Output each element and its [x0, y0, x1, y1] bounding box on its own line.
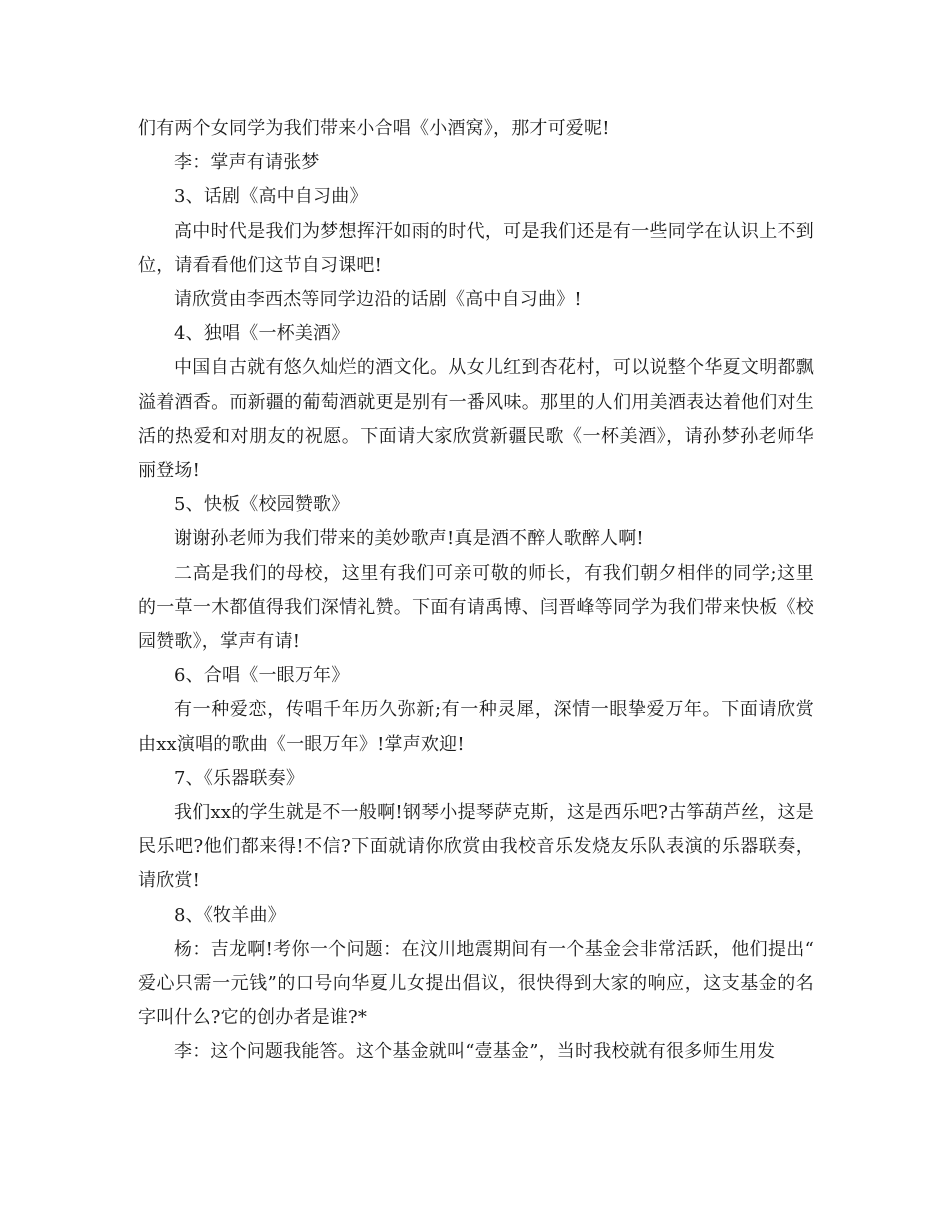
section-heading: 4、独唱《一杯美酒》: [174, 323, 350, 345]
paragraph: 谢谢孙老师为我们带来的美妙歌声!真是酒不醉人歌醉人啊!: [174, 528, 644, 550]
section-heading: 8、《牧羊曲》: [174, 904, 286, 926]
paragraph: 有一种爱恋，传唱千年历久弥新;有一种灵犀，深情一眼挚爱万年。下面请欣赏由xx演唱的歌曲《一眼万年》!掌声欢迎!: [138, 699, 814, 755]
paragraph: 高中时代是我们为梦想挥汗如雨的时代，可是我们还是有一些同学在认识上不到位，请看看他们这节自习课吧!: [138, 220, 814, 276]
paragraph: 我们xx的学生就是不一般啊!钢琴小提琴萨克斯，这是西乐吧?古筝葫芦丝，这是民乐吧?他们都来得!不信?下面就请你欣赏由我校音乐发烧友乐队表演的乐器联奏，请欣赏!: [138, 802, 814, 892]
section-heading: 5、快板《校园赞歌》: [174, 494, 350, 516]
section-heading: 6、合唱《一眼万年》: [174, 665, 350, 687]
paragraph-dialogue: 李：这个问题我能答。这个基金就叫“壹基金”，当时我校就有很多师生用发: [174, 1041, 776, 1063]
document-body: [138, 112, 814, 1070]
section-heading: 7、《乐器联奏》: [174, 767, 305, 789]
paragraph: 二高是我们的母校，这里有我们可亲可敬的师长，有我们朝夕相伴的同学;这里的一草一木都值得我们深情礼赞。下面有请禹博、闫晋峰等同学为我们带来快板《校园赞歌》，掌声有请!: [138, 562, 814, 653]
paragraph-dialogue: 杨：吉龙啊!考你一个问题：在汶川地震期间有一个基金会非常活跃，他们提出“爱心只需一元钱”的口号向华夏儿女提出倡议，很快得到大家的响应，这支基金的名字叫什么?它的创办者是谁?*: [138, 938, 814, 1029]
section-heading: 3、话剧《高中自习曲》: [174, 186, 368, 208]
paragraph-dialogue: 李：掌声有请张梦: [174, 152, 320, 174]
paragraph-continuation: 们有两个女同学为我们带来小合唱《小酒窝》，那才可爱呢!: [138, 118, 610, 139]
paragraph: 中国自古就有悠久灿烂的酒文化。从女儿红到杏花村，可以说整个华夏文明都飘溢着酒香。而新疆的葡萄酒就更是别有一番风味。那里的人们用美酒表达着他们对生活的热爱和对朋友的祝愿。下面请大家欣赏新疆民歌《一杯美酒》，请孙梦孙老师华丽登场!: [138, 357, 814, 482]
paragraph: 请欣赏由李西杰等同学边沿的话剧《高中自习曲》!: [174, 289, 582, 311]
